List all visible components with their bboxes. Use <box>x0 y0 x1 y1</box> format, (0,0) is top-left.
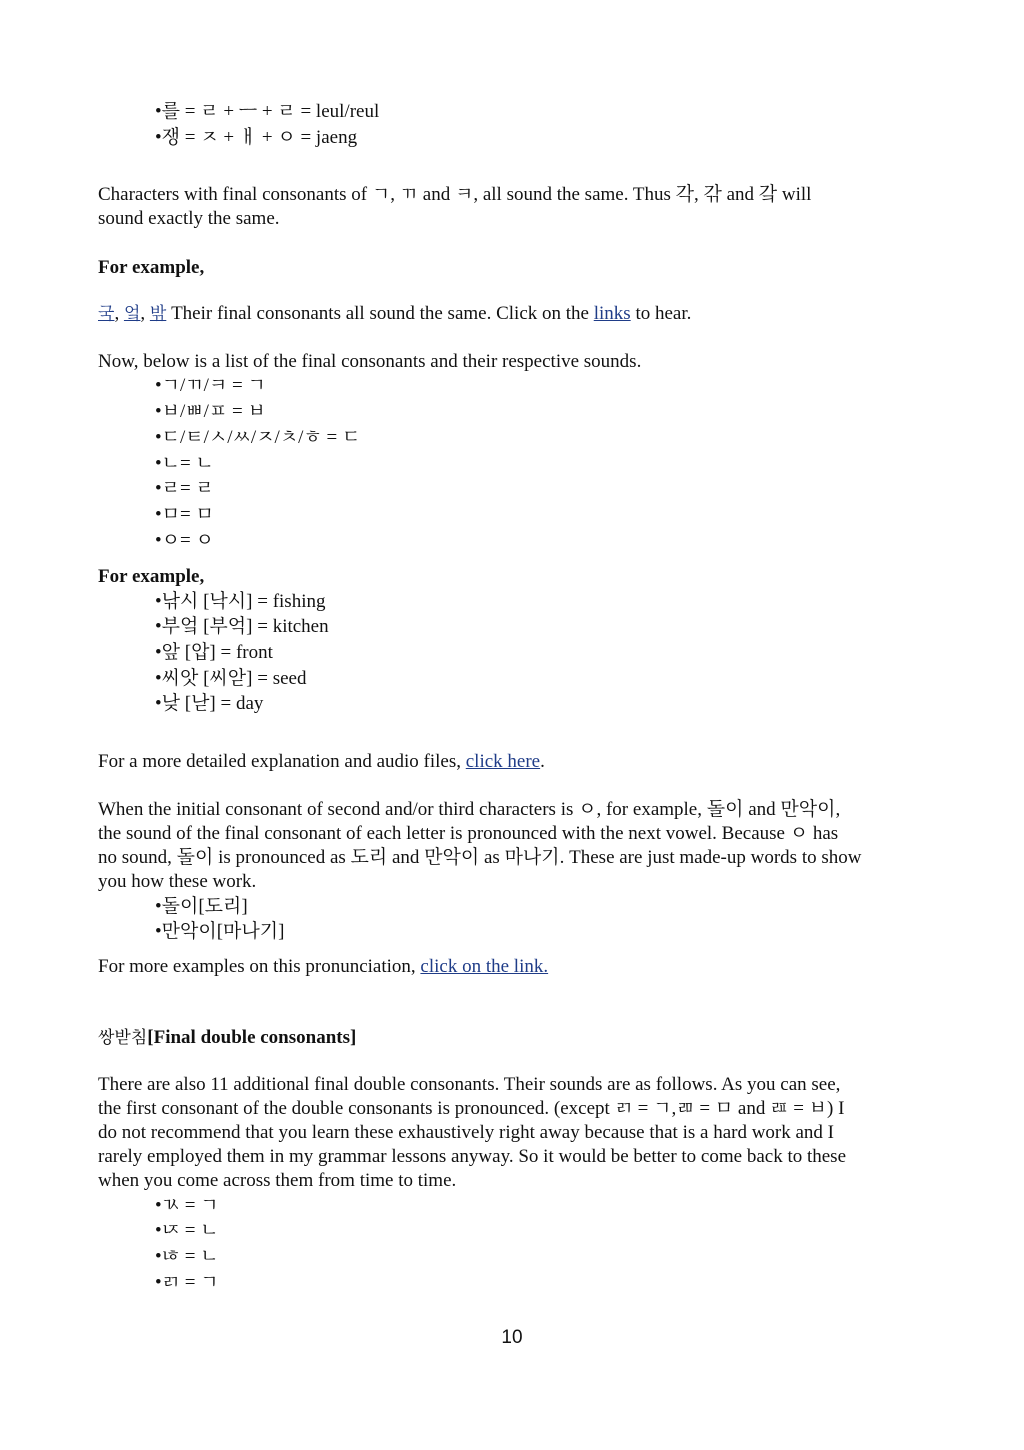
word-link-1[interactable]: 국 <box>98 304 115 324</box>
click-on-the-link-link[interactable]: click on the link. <box>420 956 549 977</box>
final-consonant-item: •ㅁ= ㅁ <box>155 504 214 525</box>
pronunciation-item: •돌이[도리] <box>155 896 248 917</box>
word-link-2[interactable]: 엌 <box>123 304 141 324</box>
double-consonant-item: •ㄺ = ㄱ <box>155 1272 219 1293</box>
detail-end: . <box>540 751 545 772</box>
paragraph-line: you how these work. <box>98 871 257 892</box>
more-examples-line <box>98 955 548 979</box>
more-text: For more examples on this pronunciation, <box>98 956 421 977</box>
section-heading-english: [Final double consonants] <box>147 1027 357 1048</box>
final-consonant-item: •ㄷ/ㅌ/ㅅ/ㅆ/ㅈ/ㅊ/ㅎ = ㄷ <box>155 427 361 448</box>
paragraph-line: There are also 11 additional final double consonants. Their sounds are as follows. As you can see, <box>98 1074 841 1095</box>
detail-line <box>98 750 545 774</box>
section-heading <box>98 1026 356 1050</box>
pronunciation-item: •만악이[마나기] <box>155 921 285 942</box>
paragraph-line: Characters with final consonants of ㄱ, ㄲ and ㅋ, all sound the same. Thus 각, 갂 and 갘 will <box>98 184 812 205</box>
click-here-link[interactable]: click here <box>465 751 541 772</box>
final-consonant-item: •ㅇ= ㅇ <box>155 530 214 551</box>
double-consonant-item: •ㄳ = ㄱ <box>155 1195 219 1216</box>
example-heading: For example, <box>98 566 205 587</box>
example-item: •낚시 [낙시] = fishing <box>155 591 326 612</box>
paragraph-line: the first consonant of the double consonants is pronounced. (except ㄺ = ㄱ,ㄻ = ㅁ and ㄿ = ㅂ) I <box>98 1098 845 1119</box>
final-consonant-item: •ㄴ= ㄴ <box>155 453 214 474</box>
paragraph-line: do not recommend that you learn these exhaustively right away because that is a hard work and I <box>98 1122 835 1143</box>
section-heading-korean: 쌍받침 <box>98 1028 148 1048</box>
paragraph-line: sound exactly the same. <box>98 208 280 229</box>
example-item: •부엌 [부억] = kitchen <box>155 616 329 637</box>
links-link[interactable]: links <box>593 303 631 324</box>
separator: , <box>140 303 150 324</box>
double-consonant-item: •ㄶ = ㄴ <box>155 1246 219 1267</box>
word-link-3[interactable]: 밖 <box>149 304 167 324</box>
paragraph-line: the sound of the final consonant of each letter is pronounced with the next vowel. Because ㅇ has <box>98 823 839 844</box>
paragraph-line: when you come across them from time to time. <box>98 1170 457 1191</box>
example-heading: For example, <box>98 257 205 278</box>
detail-text: For a more detailed explanation and audio files, <box>98 751 466 772</box>
paragraph-line: When the initial consonant of second and/or third characters is ㅇ, for example, 돌이 and 만악이, <box>98 799 841 820</box>
link-line-text: Their final consonants all sound the same. Click on the <box>166 303 594 324</box>
list-intro: Now, below is a list of the final consonants and their respective sounds. <box>98 351 642 372</box>
example-item: •씨앗 [씨앋] = seed <box>155 668 307 689</box>
example-item: •낮 [낟] = day <box>155 693 264 714</box>
double-consonant-item: •ㄵ = ㄴ <box>155 1220 219 1241</box>
separator: , <box>114 303 124 324</box>
final-consonant-item: •ㅂ/ㅃ/ㅍ = ㅂ <box>155 401 266 422</box>
final-consonant-item: •ㄱ/ㄲ/ㅋ = ㄱ <box>155 375 266 396</box>
final-consonant-item: •ㄹ= ㄹ <box>155 478 214 499</box>
paragraph-line: rarely employed them in my grammar lessons anyway. So it would be better to come back to these <box>98 1146 847 1167</box>
example-item: •앞 [압] = front <box>155 642 273 663</box>
paragraph-line: no sound, 돌이 is pronounced as 도리 and 만악이 as 마나기. These are just made-up words to show <box>98 847 862 868</box>
bullet-item: •를 = ㄹ + ㅡ + ㄹ = leul/reul <box>155 101 380 122</box>
link-line-end: to hear. <box>630 303 692 324</box>
page-number: 10 <box>501 1327 523 1348</box>
audio-links-line <box>98 302 691 326</box>
bullet-item: •쟁 = ㅈ + ㅐ + ㅇ = jaeng <box>155 127 358 148</box>
